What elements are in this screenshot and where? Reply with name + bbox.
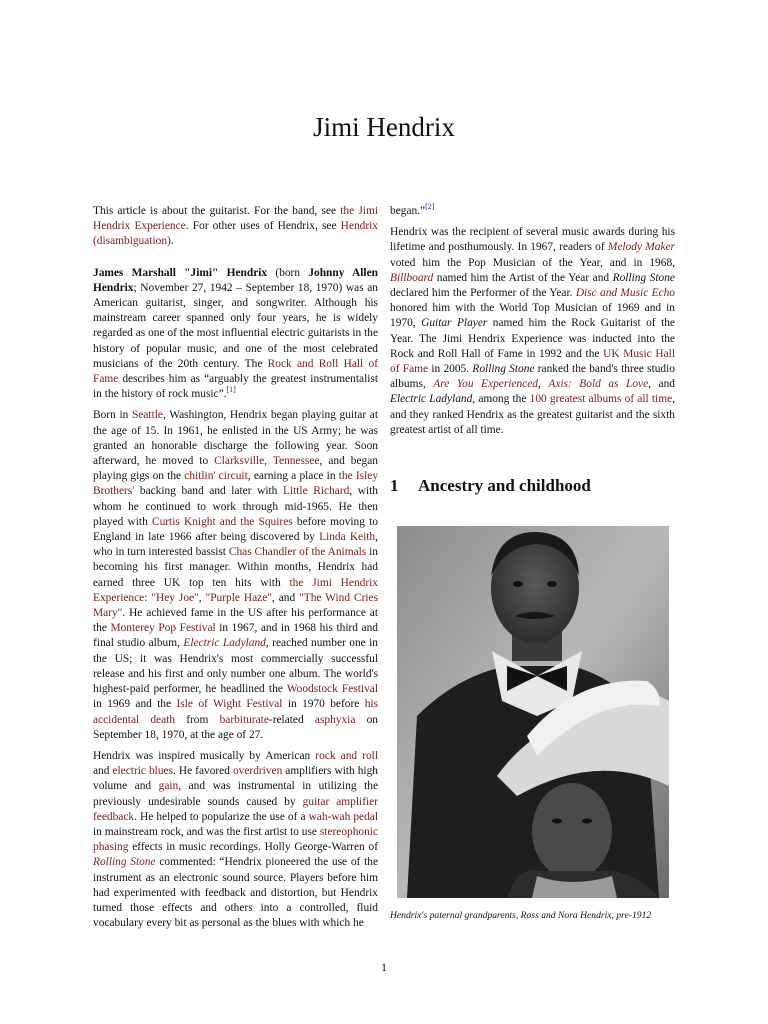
link-rock-and-roll[interactable]: rock and roll (315, 749, 378, 762)
link-rock-and-roll-hall-of-fame[interactable]: Rock and Roll Hall of Fame (93, 357, 378, 386)
link-axis-bold-as-love[interactable]: Axis: Bold as Love (548, 378, 649, 391)
link-experience-band[interactable]: the Jimi Hendrix Experience (93, 576, 379, 604)
link-overdriven[interactable]: overdriven (232, 765, 283, 778)
grandparents-photo (397, 526, 669, 898)
link-wind-cries-mary[interactable]: "The Wind Cries Mary" (93, 591, 379, 620)
link-hendrix-disambiguation[interactable]: Hendrix (disambiguation) (93, 220, 378, 248)
link-isley-brothers[interactable]: the Isley Brothers' (93, 470, 379, 498)
link-seattle[interactable]: Seattle (131, 409, 163, 422)
style-paragraph: Hendrix was inspired musically by American rock and roll and electric blues. He favored overdriven amplifiers with high volume and gain, and was instrumental in utilizing the previously undesirable sounds caused by guitar amplifier feedback. He helped to popularize the use of a wah-wah pedal in mainstream rock, and was the first artist to use stereophonic phasing effects in music recordings. Holly George-Warren of Rolling Stone commented: “Hendrix pioneered the use of the instrument as an electronic sound source. Players before him had experimented with feedback and distortion, but Hendrix turned those effects and others into a controlled, fluid vocabulary every bit as personal as the blues with which he (93, 749, 379, 930)
link-stereophonic-phasing[interactable]: stereophonic phasing (93, 825, 379, 854)
continued-paragraph: began.”[2] (390, 202, 435, 217)
page-number: 1 (381, 960, 387, 974)
link-melody-maker[interactable]: Melody Maker (607, 241, 675, 254)
link-monterey-pop[interactable]: Monterey Pop Festival (110, 622, 216, 635)
link-wah-wah-pedal[interactable]: wah-wah pedal (308, 810, 379, 823)
hatnote: This article is about the guitarist. For the band, see the Jimi Hendrix Experience. For other uses of Hendrix, see Hendrix (disambiguation). (93, 205, 378, 248)
link-accidental-death[interactable]: his accidental death (93, 698, 378, 726)
link-gain[interactable]: gain (158, 780, 179, 793)
link-jimi-hendrix-experience[interactable]: the Jimi Hendrix Experience (93, 205, 378, 233)
section-heading (390, 476, 591, 496)
link-disc-and-music-echo[interactable]: Disc and Music Echo (575, 287, 675, 300)
ref-1[interactable]: [1] (226, 385, 236, 395)
link-woodstock[interactable]: Woodstock Festival (286, 683, 378, 696)
link-guitar-feedback[interactable]: guitar amplifier feedback (93, 795, 378, 823)
section-number: 1 (390, 476, 399, 495)
figure-caption: Hendrix's paternal grandparents, Ross and Nora Hendrix, pre-1912 (390, 910, 652, 921)
awards-paragraph: Hendrix was the recipient of several music awards during his lifetime and posthumously. In 1967, readers of Melody Maker voted him the Pop Musician of the Year, and in 1968, Billboard named him the Artist of the Year and Rolling Stone declared him the Performer of the Year. Disc and Music Echo honored him with the World Top Musician of 1969 and in 1970, Guitar Player named him the Rock Guitarist of the Year. The Jimi Hendrix Experience was inducted into the Rock and Roll Hall of Fame in 1992 and the UK Music Hall of Fame in 2005. Rolling Stone ranked the band's three studio albums, Are You Experienced, Axis: Bold as Love, and Electric Ladyland, among the 100 greatest albums of all time, and they ranked Hendrix as the greatest guitarist and the sixth greatest artist of all time. (390, 226, 676, 436)
link-curtis-knight[interactable]: Curtis Knight and the Squires (151, 515, 293, 528)
section-title: Ancestry and childhood (418, 476, 591, 495)
link-purple-haze[interactable]: "Purple Haze" (205, 591, 272, 604)
link-isle-of-wight[interactable]: Isle of Wight Festival (176, 698, 283, 711)
link-little-richard[interactable]: Little Richard (282, 485, 350, 498)
link-uk-music-hall-of-fame[interactable]: UK Music Hall of Fame (390, 347, 675, 376)
link-the-animals[interactable]: of the Animals (299, 546, 367, 559)
link-barbiturate[interactable]: barbiturate (219, 713, 269, 726)
link-clarksville[interactable]: Clarksville, Tennessee (214, 455, 320, 468)
link-100-greatest-albums[interactable]: 100 greatest albums of all time (529, 393, 673, 406)
link-rolling-stone[interactable]: Rolling Stone (93, 856, 156, 869)
link-electric-blues[interactable]: electric blues (112, 765, 174, 778)
right-column (390, 204, 675, 444)
career-paragraph: Born in Seattle, Washington, Hendrix began playing guitar at the age of 15. In 1961, he enlisted in the US Army; he was granted an honorable discharge the following year. Soon afterward, he moved to Clarksville, Tennessee, and began playing gigs on the chitlin' circuit, earning a place in the Isley Brothers' backing band and later with Little Richard, with whom he continued to work through mid-1965. He then played with Curtis Knight and the Squires before moving to England in late 1966 after being discovered by Linda Keith, who in turn interested bassist Chas Chandler of the Animals in becoming his first manager. Within months, Hendrix had earned three UK top ten hits with the Jimi Hendrix Experience: "Hey Joe", "Purple Haze", and "The Wind Cries Mary". He achieved fame in the US after his performance at the Monterey Pop Festival in 1967, and in 1968 his third and final studio album, Electric Ladyland, reached number one in the US; it was Hendrix's most commercially successful release and his first and only number one album. The world's highest-paid performer, he headlined the Woodstock Festival in 1969 and the Isle of Wight Festival in 1970 before his accidental death from barbiturate-related asphyxia on September 18, 1970, at the age of 27. (93, 409, 379, 741)
intro-paragraph: James Marshall "Jimi" Hendrix (born Johnny Allen Hendrix; November 27, 1942 – September 18, 1970) was an American guitarist, singer, and songwriter. Although his mainstream career spanned only four years, he is widely regarded as one of the most influential electric guitarists in the history of popular music, and one of the most celebrated musicians of the 20th century. The Rock and Roll Hall of Fame describes him as “arguably the greatest instrumentalist in the history of rock music”.[1] (93, 266, 378, 401)
link-linda-keith[interactable]: Linda Keith (319, 531, 376, 544)
link-hey-joe[interactable]: "Hey Joe" (151, 591, 199, 604)
link-chas-chandler[interactable]: Chas Chandler (228, 546, 297, 559)
link-asphyxia[interactable]: asphyxia (314, 713, 356, 726)
left-column (93, 204, 378, 937)
link-chitlin-circuit[interactable]: chitlin' circuit (184, 470, 248, 483)
link-electric-ladyland[interactable]: Electric Ladyland (183, 637, 266, 650)
article-title: Jimi Hendrix (313, 112, 455, 142)
ref-2[interactable]: [2] (425, 202, 435, 212)
link-billboard[interactable]: Billboard (390, 271, 434, 284)
link-are-you-experienced[interactable]: Are You Experienced (433, 378, 538, 391)
